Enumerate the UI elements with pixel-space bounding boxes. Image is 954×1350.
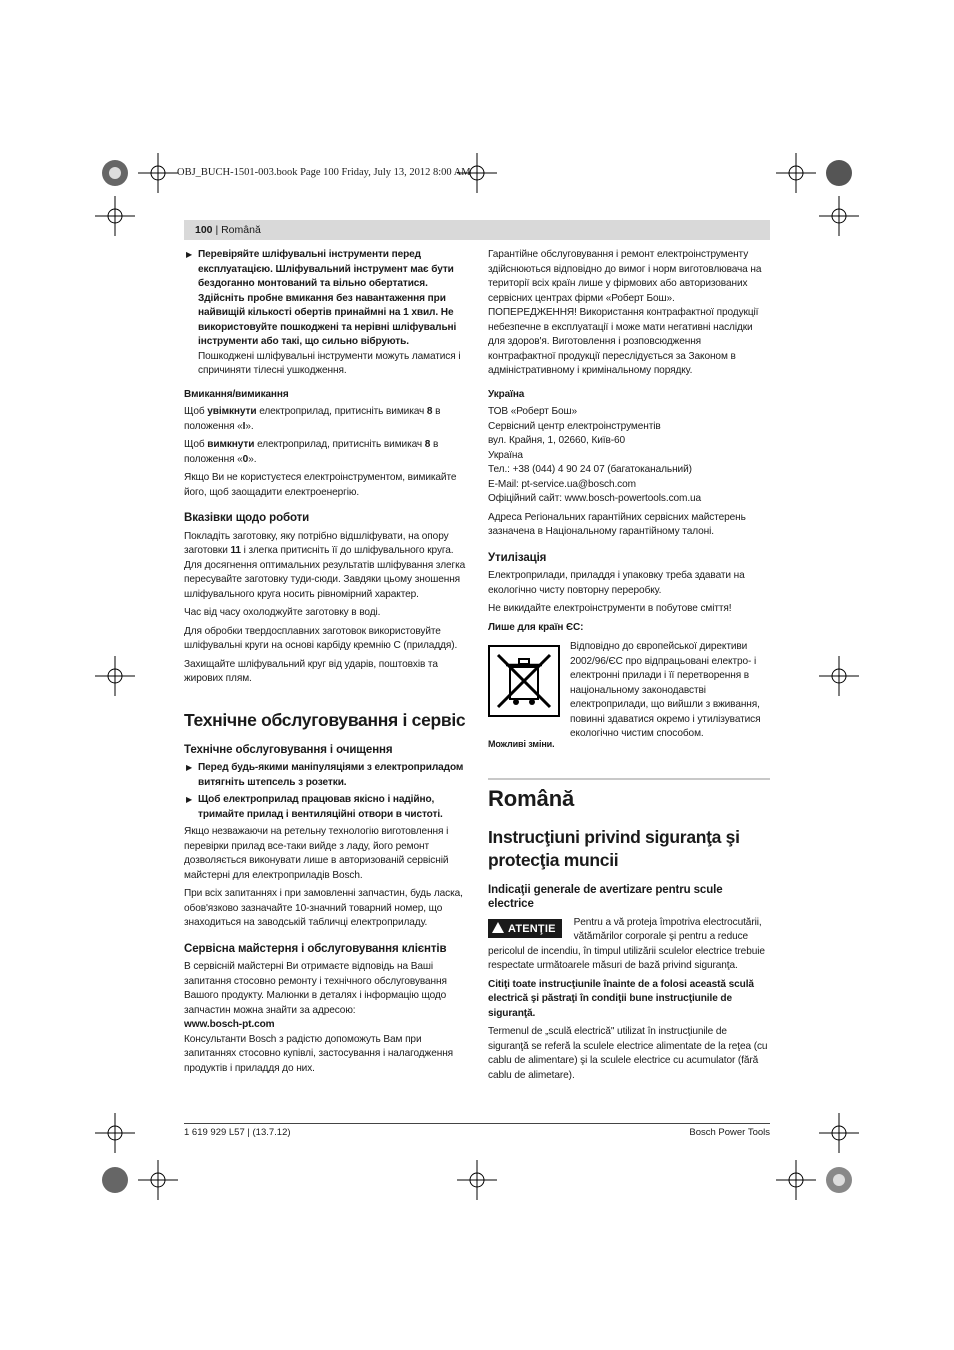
registration-mark-top-right (819, 153, 859, 193)
registration-mark-top-left (95, 153, 135, 193)
heading-maintenance: Технічне обслуговування і очищення (184, 743, 393, 756)
workshop-text-2: Консультанти Bosch з радістю допоможуть Вам при запитаннях стосовно купівлі, застосування і налагодження продуктів і приладдя до них. (184, 1033, 454, 1074)
romanian-read-instructions: Citiţi toate instrucţiunile înainte de a folosi această sculă electrică şi păstraţi în condiţii bune instrucţiunile de siguranţă. (488, 978, 754, 1019)
bosch-url-link[interactable]: www.bosch-pt.com (184, 1019, 275, 1030)
footer-brand: Bosch Power Tools (689, 1127, 770, 1138)
crosshair-mark-bottom-right (776, 1160, 816, 1200)
crosshair-mark-left-upper (95, 196, 135, 236)
working-advice-3: Для обробки твердосплавних заготовок використовуйте шліфувальні круги на основі карбіду кремнію C (приладдя). (184, 625, 458, 651)
heading-ukraine: Україна (488, 388, 525, 400)
subject-to-change: Можливі зміни. (488, 739, 555, 749)
crosshair-mark-right-upper (819, 196, 859, 236)
right-column (488, 248, 770, 1087)
warranty-text: Гарантійне обслуговування і ремонт електроінструменту здійснюються відповідно до вимог і норм виготовлювача на території всіх країн лише у фірмових або авторизованих сервісних центрах фірми «Роберт Бош». (488, 249, 762, 304)
crosshair-mark-left-mid (95, 656, 135, 696)
address-website: Офіційний сайт: www.bosch-powertools.com.ua (488, 493, 702, 504)
registration-mark-bottom-right (819, 1160, 859, 1200)
heading-service: Технічне обслуговування і сервіс (184, 709, 466, 730)
print-slug: OBJ_BUCH-1501-003.book Page 100 Friday, July 13, 2012 8:00 AM (177, 167, 471, 178)
bullet-unplug: ▶ Перед будь-якими маніпуляціями з електроприладом витягніть штепсель з розетки. (186, 762, 464, 788)
crosshair-mark-top-center (457, 153, 497, 193)
romanian-safety-heading: Instrucţiuni privind siguranţa şi protecţia muncii (488, 826, 740, 870)
working-advice-2: Час від часу охолоджуйте заготовку в воді. (184, 607, 381, 618)
crosshair-mark-top (138, 153, 178, 193)
crosshair-mark-bottom (138, 1160, 178, 1200)
romanian-title: Română (488, 785, 575, 811)
switch-on-text: Щоб увімкнути електроприлад, притисніть вимикач 8 в положення «I». (184, 406, 441, 432)
address-country: Україна (488, 449, 523, 461)
switch-off-text: Щоб вимкнути електроприлад, притисніть вимикач 8 в положення «0». (184, 439, 439, 465)
crosshair-mark-right-mid (819, 656, 859, 696)
page-footer (184, 1123, 770, 1138)
weee-directive-text: Відповідно до європейської директиви 2002/96/ЄС про відпрацьовані електро- і електронні прилади і її перетворення в національному законодавстві електроприлади, що вийшли з вживання, повинні здаватися окремо і утилізуватися екологічно чистим способом. (570, 641, 761, 739)
bullet-keep-clean: ▶ Щоб електроприлад працював якісно і надійно, тримайте прилад і вентиляційні отвори в чистоті. (186, 794, 443, 820)
heading-disposal: Утилізація (488, 551, 547, 564)
romanian-warning-block (488, 916, 770, 974)
crosshair-mark-bottom-center (457, 1160, 497, 1200)
crosshair-mark-left-lower (95, 1113, 135, 1153)
disposal-text-2: Не викидайте електроінструменти в побутове сміття! (488, 603, 732, 614)
warning-badge: ATENŢIE (488, 919, 562, 939)
crosshair-mark-top-right (776, 153, 816, 193)
disposal-text-1: Електроприлади, приладдя і упаковку треба здавати на екологічно чисту повторну переробку. (488, 570, 745, 596)
crossed-bin-icon (488, 645, 560, 717)
weee-block (488, 640, 770, 739)
romanian-term-definition: Termenul de „sculă electrică" utilizat în instrucţiunile de siguranţă se referă la sculele electrice alimentate de la reţea (cu cablu de alimentare) şi la sculele electrice cu acumulator (fără cablu de alimetare). (488, 1026, 768, 1081)
bullet-check-tools: ▶ Перевіряйте шліфувальні інструменти перед експлуатацією. Шліфувальний інструмент має бути бездоганно монтований та вільно обертатися. Здійсніть пробне вмикання без навантаження при найвищій кількості обертів принаймні на 1 хвил. Не використовуйте пошкоджені та нерівні шліфувальні інструменти або такі, що сильно вібрують. Пошкоджені шліфувальні інструменти можуть ламатися і спричиняти тілесні ушкодження. (186, 249, 461, 376)
counterfeit-warning: ПОПЕРЕДЖЕННЯ! Використання контрафактної продукції небезпечне в експлуатації і може мати негативні наслідки для здоров'я. Виготовлення і розповсюдження контрафактної продукції переслідується за Законом в адміністративному і кримінальному порядку. (488, 307, 759, 376)
address-street: вул. Крайня, 1, 02660, Київ-60 (488, 435, 626, 446)
maintenance-text-1: Якщо незважаючи на ретельну технологію виготовлення і перевірки прилад все-таки вийде з ладу, його ремонт дозволяється виконувати лише в авторизованій сервісній майстерні для електроприладів Bosch. (184, 826, 449, 881)
address-center: Сервісний центр електроінструментів (488, 420, 661, 432)
working-advice-1: Покладіть заготовку, яку потрібно відшліфувати, на опору заготовки 11 і злегка притисніть її до шліфувального круга. Для досягнення оптимальних результатів шліфування злегка пересувайте заготовку туди-сюди. Завдяки цьому зношення шліфувального круга носить рівномірний характер. (184, 530, 466, 600)
address-email: E-Mail: pt-service.ua@bosch.com (488, 478, 636, 490)
romanian-warning-text: Pentru a vă proteja împotriva electrocutării, vătămărilor corporale şi pentru a reduce pericolul de incendiu, în timpul utilizării sculelor electrice trebuie respectate următoarele măsuri de bază privind siguranţa. (488, 916, 765, 971)
warning-triangle-icon (492, 922, 504, 933)
footer-code: 1 619 929 L57 | (13.7.12) (184, 1127, 291, 1138)
header-language: Română (221, 224, 261, 236)
heading-workshop: Сервісна майстерня і обслуговування клієнтів (184, 942, 447, 955)
energy-saving-text: Якщо Ви не користуєтеся електроінструментом, вимикайте його, щоб заощадити електроенергію. (184, 472, 457, 498)
working-advice-4: Захищайте шліфувальний круг від ударів, поштовхів та жирових плям. (184, 658, 438, 684)
regional-service-text: Адреса Регіональних гарантійних сервісних майстерень зазначена в Національному гарантійному талоні. (488, 511, 746, 537)
address-company: ТОВ «Роберт Бош» (488, 406, 578, 417)
page-number: 100 (195, 224, 213, 236)
heading-on-off: Вмикання/вимикання (184, 388, 289, 400)
section-divider (488, 778, 770, 812)
page-header: 100 | Română (184, 220, 770, 240)
maintenance-text-2: При всіх запитаннях і при замовленні запчастин, будь ласка, обов'язково зазначайте 10-значний товарний номер, що знаходиться на заводській табличці електроприладу. (184, 888, 463, 928)
left-column (184, 248, 467, 1080)
workshop-text-1: В сервісній майстерні Ви отримаєте відповідь на Ваші запитання стосовно ремонту і технічного обслуговування Вашого продукту. Малюнки в деталях і інформацію щодо запчастин можна знайти за адресою: (184, 961, 447, 1016)
address-phone: Тел.: +38 (044) 4 90 24 07 (багатоканальний) (488, 464, 692, 475)
heading-eu-only: Лише для країн ЄС: (488, 621, 584, 633)
heading-working-advice: Вказівки щодо роботи (184, 512, 310, 524)
crosshair-mark-right-lower (819, 1113, 859, 1153)
registration-mark-bottom-left (95, 1160, 135, 1200)
romanian-general-warnings-heading: Indicaţii generale de avertizare pentru scule electrice (488, 883, 723, 910)
